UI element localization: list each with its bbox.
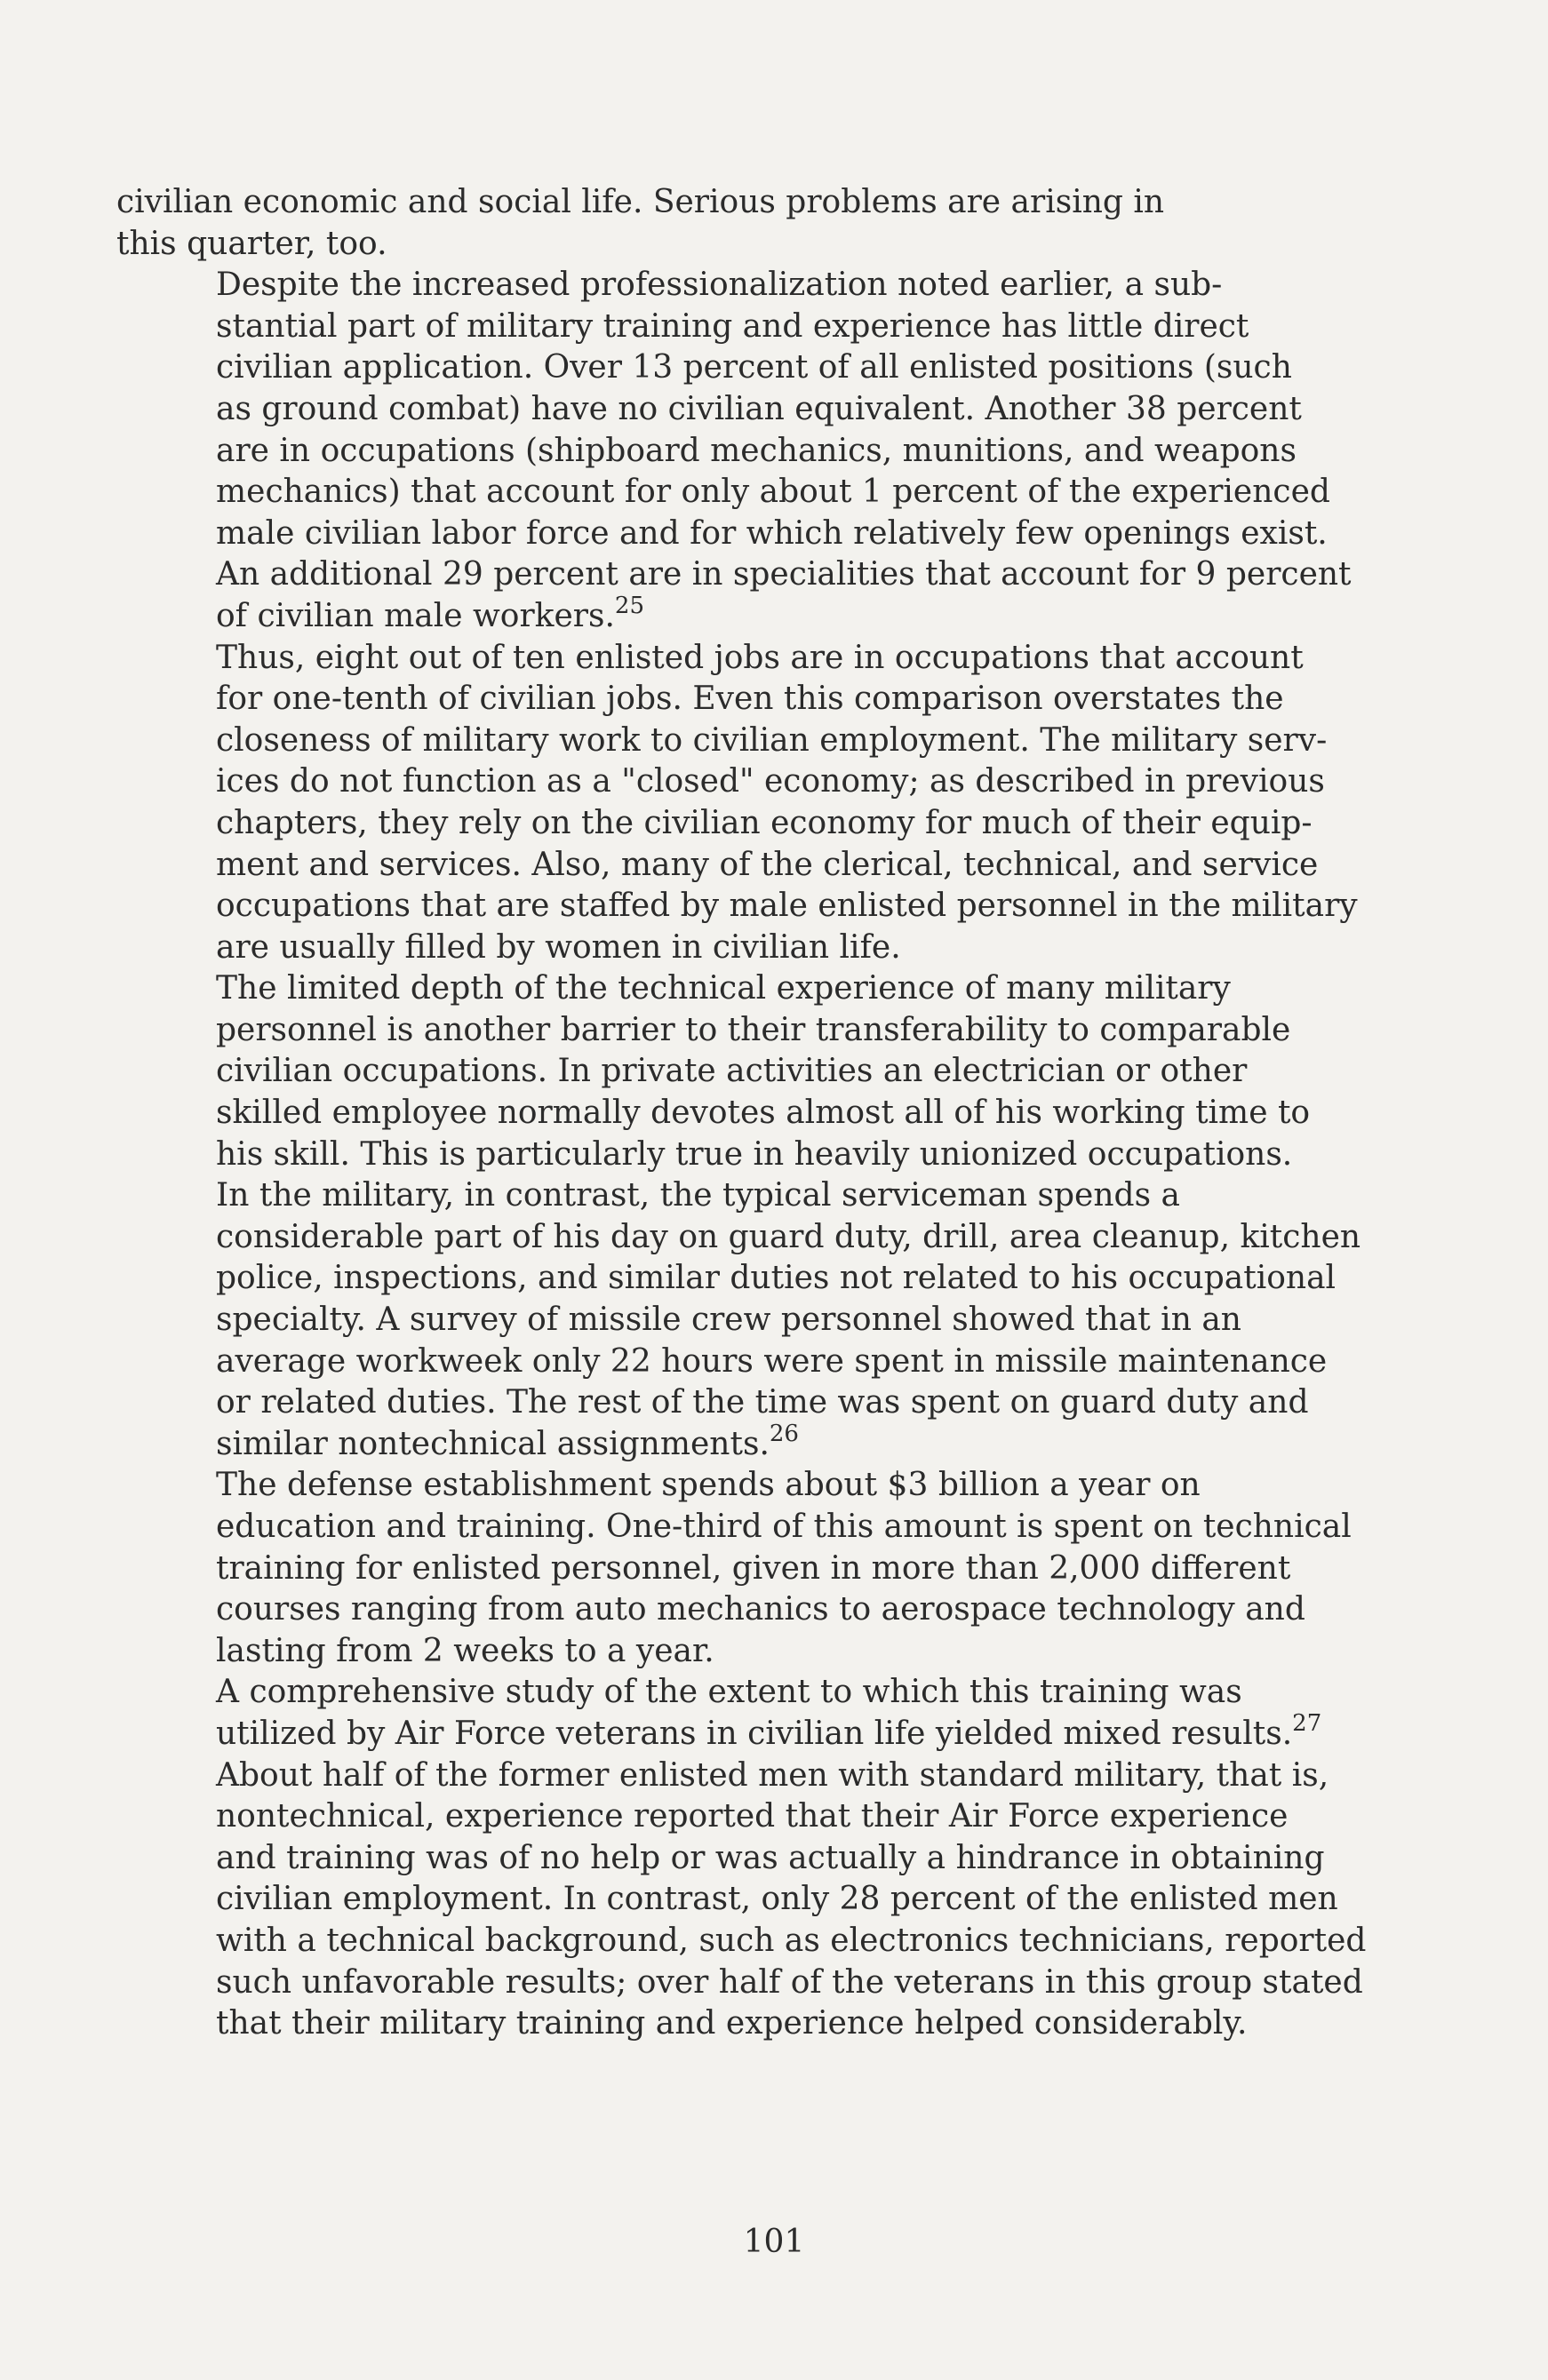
text-line: [116, 720, 1360, 762]
line-text: male civilian labor force and for which relatively few openings exist.: [216, 514, 1328, 552]
footnote-marker: 26: [769, 1420, 799, 1447]
line-text: specialty. A survey of missile crew personnel showed that in an: [216, 1301, 1241, 1339]
line-text: occupations that are staffed by male enlisted personnel in the military: [216, 888, 1358, 925]
line-text: of civilian male workers.: [216, 597, 615, 634]
line-text: ment and services. Also, many of the clerical, technical, and service: [216, 846, 1319, 883]
text-line: [116, 1382, 1360, 1424]
text-line: [116, 1258, 1360, 1300]
line-text: personnel is another barrier to their transferability to comparable: [216, 1011, 1291, 1048]
text-line: [116, 1093, 1360, 1134]
paragraph: [116, 1672, 1367, 2044]
line-text: utilized by Air Force veterans in civilian life yielded mixed results.: [216, 1715, 1293, 1752]
line-text: An additional 29 percent are in specialities that account for 9 percent: [216, 556, 1352, 593]
text-line: [116, 1631, 1360, 1673]
line-text: are in occupations (shipboard mechanics, munitions, and weapons: [216, 432, 1297, 469]
text-line: [116, 224, 1360, 266]
line-text: closeness of military work to civilian employment. The military serv-: [216, 721, 1328, 759]
line-text: that their military training and experience helped considerably.: [216, 2005, 1248, 2042]
text-line: [116, 1589, 1360, 1631]
line-text: skilled employee normally devotes almost all of his working time to: [216, 1094, 1311, 1132]
line-text: Thus, eight out of ten enlisted jobs are in occupations that account: [216, 639, 1304, 676]
line-text: such unfavorable results; over half of the veterans in this group stated: [216, 1963, 1363, 2001]
line-text: as ground combat) have no civilian equivalent. Another 38 percent: [216, 390, 1302, 427]
text-line: [116, 306, 1360, 348]
text-line: [116, 1921, 1367, 1962]
line-text: police, inspections, and similar duties not related to his occupational: [216, 1260, 1337, 1297]
text-line: [116, 803, 1360, 845]
line-text: with a technical background, such as electronics technicians, reported: [216, 1922, 1367, 1959]
text-line: [116, 1341, 1360, 1383]
text-line: [116, 845, 1360, 887]
text-line: [116, 1796, 1360, 1838]
line-text: education and training. One-third of this amount is spent on technical: [216, 1508, 1352, 1545]
line-text: this quarter, too.: [116, 225, 387, 262]
text-line: [116, 1010, 1360, 1052]
paragraph: [116, 968, 1360, 1175]
line-text: stantial part of military training and experience has little direct: [216, 307, 1249, 345]
text-line: [116, 472, 1360, 513]
line-text: mechanics) that account for only about 1 percent of the experienced: [216, 474, 1330, 511]
text-line: [116, 1465, 1360, 1507]
text-line: [116, 431, 1360, 473]
line-text: lasting from 2 weeks to a year.: [216, 1632, 714, 1669]
text-line: [116, 182, 1360, 224]
text-line: [116, 1879, 1360, 1921]
text-line: [116, 1300, 1360, 1341]
line-text: nontechnical, experience reported that their Air Force experience: [216, 1798, 1289, 1835]
line-text: courses ranging from auto mechanics to aerospace technology and: [216, 1591, 1305, 1628]
text-line: [116, 513, 1360, 555]
text-line: [116, 1672, 1360, 1714]
line-text: About half of the former enlisted men with standard military, that is,: [216, 1756, 1329, 1794]
text-line: [116, 1507, 1360, 1548]
line-text: ices do not function as a "closed" economy; as described in previous: [216, 763, 1325, 800]
text-line: [116, 347, 1360, 389]
line-text: civilian employment. In contrast, only 28 percent of the enlisted men: [216, 1881, 1338, 1918]
page-body-text: [116, 182, 1367, 2045]
text-line: [116, 1175, 1360, 1217]
line-text: similar nontechnical assignments.: [216, 1425, 770, 1462]
text-line: [116, 638, 1360, 680]
text-line: [116, 1709, 1360, 1755]
text-line: [116, 592, 1360, 638]
line-text: and training was of no help or was actually a hindrance in obtaining: [216, 1839, 1325, 1876]
footnote-marker: 27: [1292, 1709, 1322, 1737]
text-line: [116, 1548, 1360, 1590]
line-text: or related duties. The rest of the time was spent on guard duty and: [216, 1384, 1309, 1421]
text-line: [116, 1420, 1360, 1466]
text-line: [116, 265, 1360, 306]
line-text: The limited depth of the technical experience of many military: [216, 970, 1231, 1007]
text-line: [116, 886, 1360, 927]
paragraph: [116, 182, 1360, 265]
text-line: [116, 1217, 1360, 1259]
line-text: In the military, in contrast, the typical serviceman spends a: [216, 1177, 1180, 1214]
paragraph: [116, 265, 1360, 637]
text-line: [116, 761, 1360, 803]
text-line: [116, 1051, 1360, 1093]
line-text: civilian occupations. In private activities an electrician or other: [216, 1053, 1248, 1090]
line-text: civilian economic and social life. Serious problems are arising in: [116, 184, 1165, 220]
line-text: average workweek only 22 hours were spent in missile maintenance: [216, 1342, 1328, 1380]
line-text: considerable part of his day on guard duty, drill, area cleanup, kitchen: [216, 1218, 1361, 1255]
line-text: A comprehensive study of the extent to which this training was: [216, 1674, 1242, 1711]
footnote-marker: 25: [614, 592, 644, 619]
text-line: [116, 1962, 1363, 2004]
text-line: [116, 1755, 1360, 1797]
text-line: [116, 1134, 1360, 1176]
line-text: Despite the increased professionalization noted earlier, a sub-: [216, 267, 1223, 304]
paragraph: [116, 1465, 1360, 1672]
text-line: [116, 1838, 1360, 1880]
paragraph: [116, 638, 1360, 969]
paragraph: [116, 1175, 1360, 1465]
line-text: for one-tenth of civilian jobs. Even this comparison overstates the: [216, 681, 1284, 718]
page-number: 101: [743, 2224, 805, 2260]
line-text: civilian application. Over 13 percent of all enlisted positions (such: [216, 349, 1292, 386]
text-line: [116, 927, 1360, 969]
text-line: [116, 554, 1360, 596]
text-line: [116, 389, 1360, 431]
text-line: [116, 679, 1360, 720]
line-text: his skill. This is particularly true in heavily unionized occupations.: [216, 1135, 1293, 1173]
line-text: training for enlisted personnel, given in more than 2,000 different: [216, 1549, 1291, 1587]
text-line: [116, 968, 1360, 1010]
line-text: chapters, they rely on the civilian economy for much of their equip-: [216, 804, 1313, 841]
line-text: The defense establishment spends about $3 billion a year on: [216, 1467, 1201, 1504]
line-text: are usually filled by women in civilian life.: [216, 928, 901, 966]
text-line: [116, 2003, 1360, 2045]
